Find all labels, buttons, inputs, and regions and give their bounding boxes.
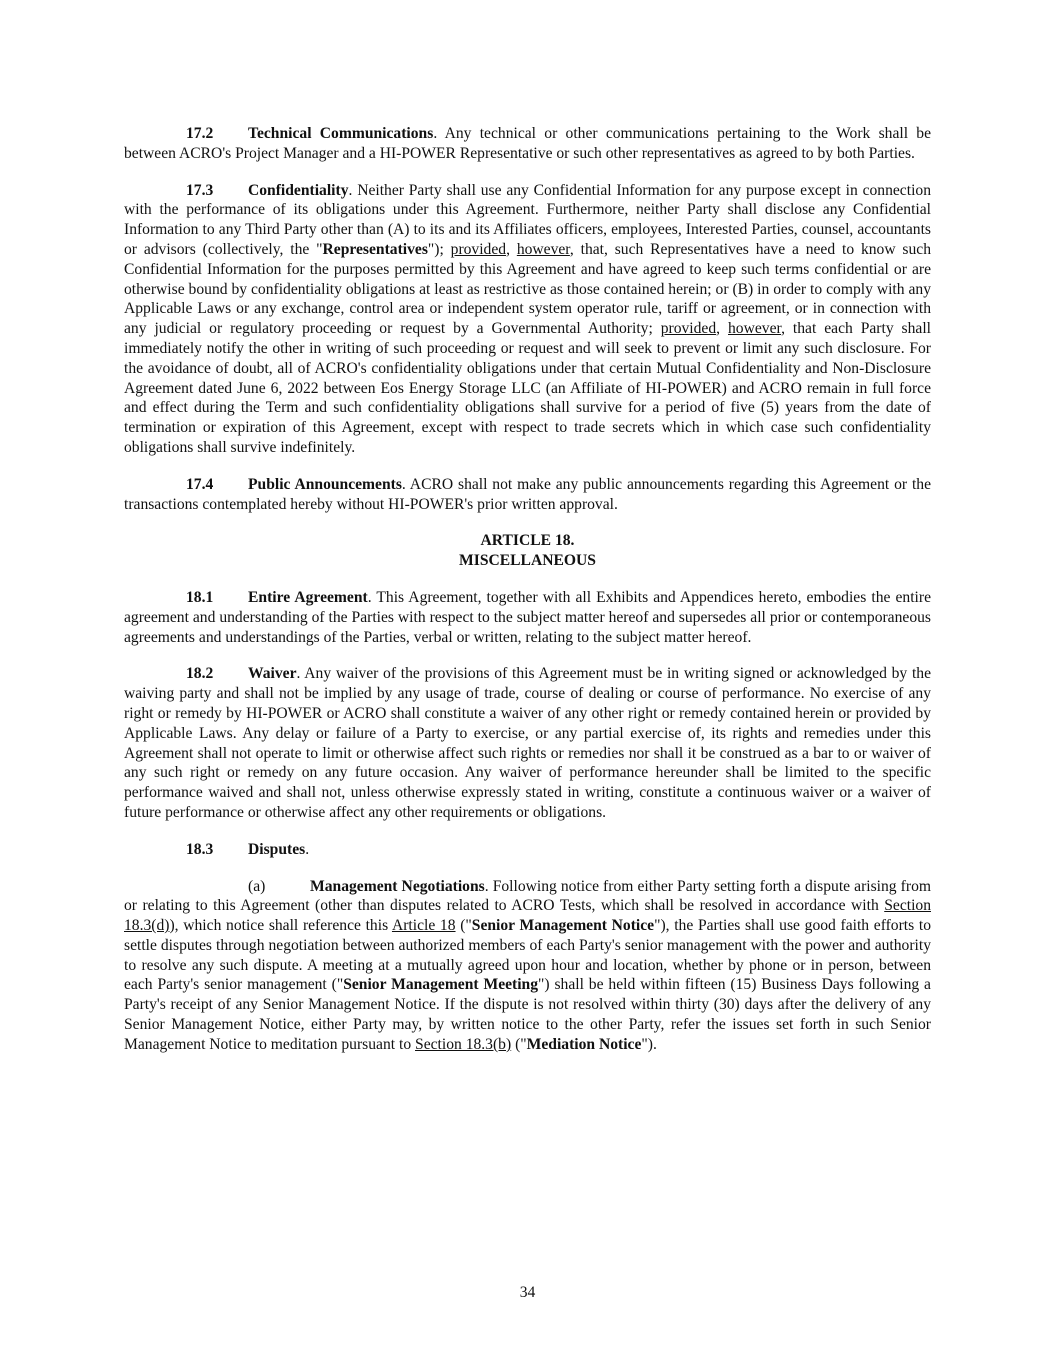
section-text: ") shall be held within fifteen (15) Business Days following a Party's receipt of any Senior Management Notice. If the dispute is not resolved within thirty (30) days after the delivery of any Senior Management Notice, either Party may, by written notice to the other Party, refer the issues set forth in such Senior Management Notice to meditation pursuant to [124,976,931,1053]
section-17-2 [124,124,931,164]
section-title: Waiver [248,665,297,683]
section-18-3 [124,840,931,860]
section-text: . Any technical or other communications pertaining to the Work shall be between ACRO's Project Manager and a HI-POWER Representative or such other representatives as agreed to by both Parties. [124,125,932,162]
page-number: 34 [519,1284,536,1301]
section-text: "), the Parties shall use good faith efforts to settle disputes through negotiation between authorized members of each Party's senior management with the power and authority to resolve any such dispute. A meeting at a mutually agreed upon hour and location, whether by phone or in person, between each Party's senior management (" [124,917,931,994]
section-title: Public Announcements [248,475,402,493]
section-number: 18.1 [186,588,214,606]
section-title: Confidentiality [248,181,349,199]
section-text: , that each Party shall immediately notify the other in writing of such proceeding or request and will seek to prevent or limit any such disclosure. For the avoidance of doubt, all of ACRO's confidentiality obligations under that certain Mutual Confidentiality and Non-Disclosure Agreement dated June 6, 2022 between Eos Energy Storage LLC (an Affiliate of HI-POWER) and ACRO remain in full force and effect during the Term and such confidentiality obligations shall survive for a period of five (5) years from the date of termination or expiration of this Agreement, except with respect to trade secrets which in which case such confidentiality obligations shall survive indefinitely. [124,320,932,456]
section-18-2 [124,664,931,822]
section-17-4 [124,475,931,515]
emphasis-however: however [728,320,782,338]
subsection-label: (a) [248,877,266,895]
defined-term: Representatives [322,240,428,258]
section-text: (" [455,917,472,935]
section-number: 18.2 [186,665,214,683]
cross-reference-link[interactable]: Section 18.3(d) [124,897,931,935]
defined-term: Mediation Notice [526,1035,642,1053]
section-18-1 [124,588,931,647]
section-text: . Neither Party shall use any Confidential Information for any purpose except in connection with the performance of its obligations under this Agreement. Furthermore, neither Party shall disclose any Confidential Information to any Third Party other than (A) to its and its Affiliates officers, employees, Interested Parties, counsel, accountants or advisors (collectively, the " [124,181,931,258]
section-18-3-a [124,877,931,1055]
article-heading [124,531,931,571]
section-text: ), which notice shall reference this [169,917,392,935]
section-text: (" [511,1035,527,1053]
cross-reference-link[interactable]: Section 18.3(b) [415,1035,512,1053]
section-text: . This Agreement, together with all Exhibits and Appendices hereto, embodies the entire agreement and understanding of the Parties with respect to the subject matter hereof and supersedes all prior or contemporaneous agreements and understandings of the Parties, verbal or written, relating to the subject matter hereof. [124,588,931,646]
section-title: Disputes [248,840,306,858]
section-number: 17.4 [186,475,214,493]
section-17-3 [124,181,931,458]
section-text: "); [427,240,451,258]
section-text: . [305,840,310,858]
defined-term: Senior Management Meeting [343,976,539,994]
emphasis-provided: provided [660,320,717,338]
cross-reference-link[interactable]: Article 18 [391,917,456,935]
section-text: , that, such Representatives have a need to know such Confidential Information for the purposes permitted by this Agreement and have agreed to keep such terms confidential or are otherwise bound by confidentiality obligations at least as restrictive as those contained herein; or (B) in order to comply with any Applicable Laws or any exchange, control area or independent system operator rule, tariff or agreement, or in connection with any judicial or regulatory proceeding or request by a Governmental Authority; [124,240,932,338]
subsection-title: Management Negotiations [310,877,485,895]
emphasis-provided: provided [450,240,507,258]
emphasis-however: however [516,240,570,258]
section-text: , [506,240,517,258]
section-text: . Following notice from either Party setting forth a dispute arising from or relating to this Agreement (other than disputes related to ACRO Tests, which shall be resolved in accordance with [124,877,931,915]
section-text: , [716,320,728,338]
defined-term: Senior Management Notice [471,917,655,935]
page-body [124,124,931,1072]
section-title: Technical Communications [248,125,434,142]
section-text: . Any waiver of the provisions of this Agreement must be in writing signed or acknowledged by the waiving party and shall not be implied by any usage of trade, course of dealing or course of performance. No exercise of any right or remedy by HI-POWER or ACRO shall constitute a waiver of any other right or remedy contained herein or provided by Applicable Laws. Any delay or failure of a Party to exercise, or any partial exercise of, its rights and remedies under this Agreement shall not operate to limit or otherwise affect such rights or remedies nor shall it be construed as a bar to or waiver of any such right or remedy on any future occasion. Any waiver of performance hereunder shall be limited to the specific performance waived and shall not, unless otherwise expressly stated in writing, constitute a continuous waiver or a waiver of future performance or otherwise affect any other requirements or obligations. [124,665,931,821]
section-text: . ACRO shall not make any public announcements regarding this Agreement or the transactions contemplated hereby without HI-POWER's prior written approval. [124,475,931,513]
section-number: 17.3 [186,181,214,199]
section-text: "). [641,1035,657,1053]
article-title: MISCELLANEOUS [459,552,596,570]
section-number: 18.3 [186,840,214,858]
section-number: 17.2 [186,125,214,142]
article-number: ARTICLE 18. [480,532,575,550]
section-title: Entire Agreement [248,588,368,606]
